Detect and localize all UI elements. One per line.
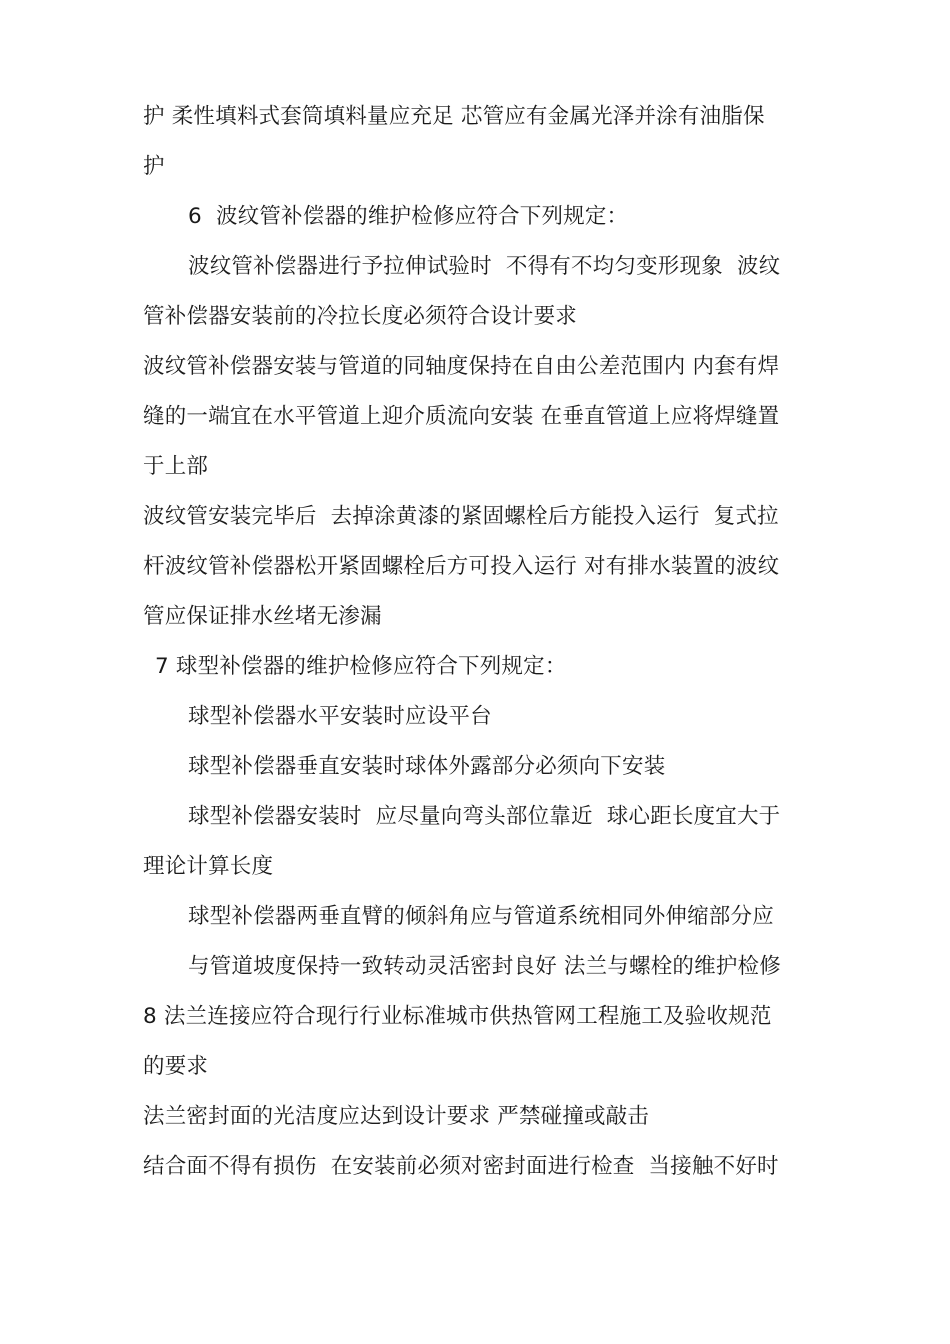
- text-line-4: 波纹管补偿器进行予拉伸试验时 不得有不均匀变形现象 波纹: [188, 254, 781, 279]
- text-line-14: 球型补偿器垂直安装时球体外露部分必须向下安装: [188, 754, 666, 779]
- text-line-6: 波纹管补偿器安装与管道的同轴度保持在自由公差范围内 内套有焊: [143, 354, 780, 379]
- text-line-5: 管补偿器安装前的冷拉长度必须符合设计要求: [143, 304, 578, 329]
- text-line-10: 杆波纹管补偿器松开紧固螺栓后方可投入运行 对有排水装置的波纹: [143, 554, 780, 579]
- text-line-18: 与管道坡度保持一致转动灵活密封良好 法兰与螺栓的维护检修: [188, 954, 781, 979]
- text-line-8: 于上部: [143, 454, 209, 479]
- text-line-2: 护: [143, 154, 165, 179]
- text-line-9: 波纹管安装完毕后 去掉涂黄漆的紧固螺栓后方能投入运行 复式拉: [143, 504, 779, 529]
- text-line-21: 法兰密封面的光洁度应达到设计要求 严禁碰撞或敲击: [143, 1104, 650, 1129]
- text-line-12: 7 球型补偿器的维护检修应符合下列规定：: [155, 654, 567, 679]
- text-line-1: 护 柔性填料式套筒填料量应充足 芯管应有金属光泽并涂有油脂保: [143, 104, 765, 129]
- text-line-11: 管应保证排水丝堵无渗漏: [143, 604, 382, 629]
- text-line-19: 8 法兰连接应符合现行行业标准城市供热管网工程施工及验收规范: [143, 1004, 772, 1029]
- text-line-7: 缝的一端宜在水平管道上迎介质流向安装 在垂直管道上应将焊缝置: [143, 404, 780, 429]
- text-line-13: 球型补偿器水平安装时应设平台: [188, 704, 492, 729]
- text-line-22: 结合面不得有损伤 在安装前必须对密封面进行检查 当接触不好时: [143, 1154, 779, 1179]
- text-line-20: 的要求: [143, 1054, 209, 1079]
- text-line-15: 球型补偿器安装时 应尽量向弯头部位靠近 球心距长度宜大于: [188, 804, 781, 829]
- text-line-3: 6 波纹管补偿器的维护检修应符合下列规定：: [188, 204, 629, 229]
- text-line-16: 理论计算长度: [143, 854, 274, 879]
- text-line-17: 球型补偿器两垂直臂的倾斜角应与管道系统相同外伸缩部分应: [188, 904, 774, 929]
